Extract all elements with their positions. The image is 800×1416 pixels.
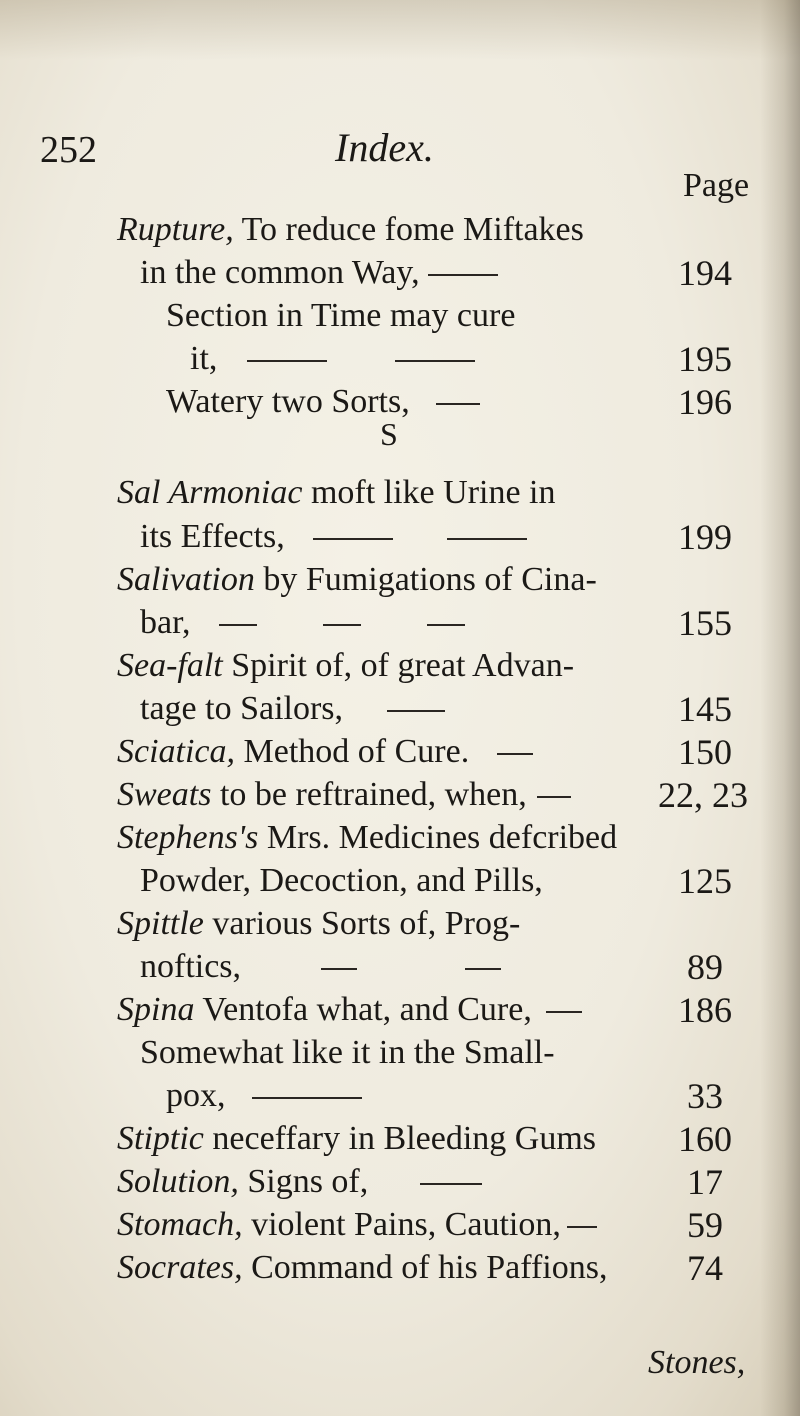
- catchword: Stones,: [648, 1344, 746, 1381]
- index-entry: [0, 901, 800, 947]
- entry-text: [140, 858, 543, 904]
- entry-page: 199: [678, 517, 732, 557]
- entry-description: Ventofa what, and Cure,: [194, 991, 532, 1028]
- entry-term: Spina: [117, 991, 195, 1028]
- leader-dash: [546, 1011, 582, 1013]
- entry-term: Stomach,: [117, 1206, 243, 1243]
- page-top-shading: [0, 0, 800, 60]
- entry-description: its Effects,: [140, 518, 285, 555]
- entry-term: Sal Armoniac: [117, 474, 303, 511]
- leader-dash: [428, 274, 498, 276]
- entry-text: [117, 207, 584, 253]
- leader-dash: [323, 624, 361, 626]
- entry-term: Rupture,: [117, 211, 234, 248]
- index-entry: [0, 600, 800, 646]
- index-entry: [0, 729, 800, 775]
- entry-text: [117, 987, 590, 1033]
- index-entry: [0, 772, 800, 818]
- entry-term: Sea-falt: [117, 647, 223, 684]
- entry-text: [117, 1202, 605, 1248]
- entry-text: [117, 1116, 596, 1162]
- entry-page: 145: [678, 689, 732, 729]
- entry-term: Sweats: [117, 776, 212, 813]
- index-entry: [0, 379, 800, 425]
- entry-description: in the common Way,: [140, 254, 420, 291]
- index-entry: [0, 1073, 800, 1119]
- entry-description: Mrs. Medicines defcribed: [258, 819, 618, 856]
- leader-dash: [427, 624, 465, 626]
- index-entry: [0, 336, 800, 382]
- entry-page: 125: [678, 861, 732, 901]
- entry-description: Spirit of, of great Advan-: [222, 647, 575, 684]
- entry-term: Stiptic: [117, 1120, 204, 1157]
- leader-dash: [219, 624, 257, 626]
- index-entry: [0, 207, 800, 253]
- entry-description: bar,: [140, 604, 191, 641]
- entry-term: Salivation: [117, 561, 255, 598]
- section-letter-heading: S: [380, 416, 398, 452]
- index-entry: [0, 944, 800, 990]
- entry-description: tage to Sailors,: [140, 690, 344, 727]
- leader-dash: [321, 968, 357, 970]
- entry-page: 150: [678, 732, 732, 772]
- entry-description: Somewhat like it in the Small-: [140, 1034, 555, 1071]
- entry-page: 186: [678, 990, 732, 1030]
- leader-dash: [465, 968, 501, 970]
- entry-page: 155: [678, 603, 732, 643]
- page-column-heading: Page: [683, 167, 750, 204]
- leader-dash: [387, 710, 445, 712]
- entry-description: Section in Time may cure: [166, 297, 516, 334]
- entry-text: [140, 514, 535, 560]
- leader-dash: [436, 403, 480, 405]
- entry-page: 59: [687, 1205, 723, 1245]
- entry-description: Method of Cure.: [235, 733, 470, 770]
- entry-text: [117, 1245, 607, 1291]
- index-entry: [0, 1116, 800, 1162]
- index-entry: [0, 1202, 800, 1248]
- leader-dash: [247, 360, 327, 362]
- entry-text: [166, 293, 515, 339]
- entry-text: [140, 944, 509, 990]
- page-number: 252: [40, 129, 97, 171]
- entry-text: [140, 686, 453, 732]
- entry-text: [166, 1073, 370, 1119]
- index-entry: [0, 250, 800, 296]
- entry-description: by Fumigations of Cina-: [254, 561, 597, 598]
- index-entry: [0, 557, 800, 603]
- entry-description: Watery two Sorts,: [166, 383, 410, 420]
- entry-text: [117, 1159, 490, 1205]
- entry-page: 196: [678, 382, 732, 422]
- entry-text: [117, 643, 574, 689]
- leader-dash: [567, 1226, 597, 1228]
- entry-page: 195: [678, 339, 732, 379]
- index-entry: [0, 858, 800, 904]
- entry-term: Socrates,: [117, 1249, 243, 1286]
- index-entry: [0, 643, 800, 689]
- entry-page: 194: [678, 253, 732, 293]
- leader-dash: [497, 753, 533, 755]
- leader-dash: [395, 360, 475, 362]
- index-entry: [0, 514, 800, 560]
- entry-page: 17: [687, 1162, 723, 1202]
- entry-description: Signs of,: [238, 1163, 369, 1200]
- entry-description: To reduce fome Miftakes: [233, 211, 584, 248]
- entry-description: moft like Urine in: [302, 474, 556, 511]
- entry-description: Command of his Paffions,: [242, 1249, 608, 1286]
- entry-text: [140, 600, 473, 646]
- entry-description: to be reftrained, when,: [211, 776, 527, 813]
- entry-term: Spittle: [117, 905, 204, 942]
- leader-dash: [252, 1097, 362, 1099]
- index-entry: [0, 470, 800, 516]
- entry-page: 33: [687, 1076, 723, 1116]
- entry-term: Sciatica,: [117, 733, 236, 770]
- entry-text: [117, 815, 617, 861]
- entry-text: [140, 1030, 555, 1076]
- leader-dash: [420, 1183, 482, 1185]
- entry-text: [117, 772, 579, 818]
- entry-description: noftics,: [140, 948, 242, 985]
- entry-description: neceffary in Bleeding Gums: [203, 1120, 597, 1157]
- entry-text: [117, 470, 556, 516]
- entry-term: Solution,: [117, 1163, 239, 1200]
- leader-dash: [537, 796, 571, 798]
- index-entry: [0, 1159, 800, 1205]
- entry-text: [190, 336, 483, 382]
- leader-dash: [313, 538, 393, 540]
- index-entry: [0, 686, 800, 732]
- entry-description: pox,: [166, 1077, 226, 1114]
- index-entry: [0, 1030, 800, 1076]
- index-entry: [0, 815, 800, 861]
- index-entry: [0, 1245, 800, 1291]
- entry-page: 89: [687, 947, 723, 987]
- running-head: Index.: [335, 125, 434, 170]
- entry-description: Powder, Decoction, and Pills,: [140, 862, 543, 899]
- entry-page: 160: [678, 1119, 732, 1159]
- entry-page: 22, 23: [658, 775, 748, 815]
- entry-text: [117, 901, 520, 947]
- leader-dash: [447, 538, 527, 540]
- entry-description: violent Pains, Caution,: [242, 1206, 561, 1243]
- entry-text: [117, 729, 541, 775]
- entry-description: it,: [190, 340, 218, 377]
- entry-page: 74: [687, 1248, 723, 1288]
- entry-term: Stephens's: [117, 819, 259, 856]
- index-entry: [0, 987, 800, 1033]
- index-entry: [0, 293, 800, 339]
- entry-text: [117, 557, 597, 603]
- entry-text: [166, 379, 488, 425]
- entry-description: various Sorts of, Prog-: [203, 905, 521, 942]
- entry-text: [140, 250, 506, 296]
